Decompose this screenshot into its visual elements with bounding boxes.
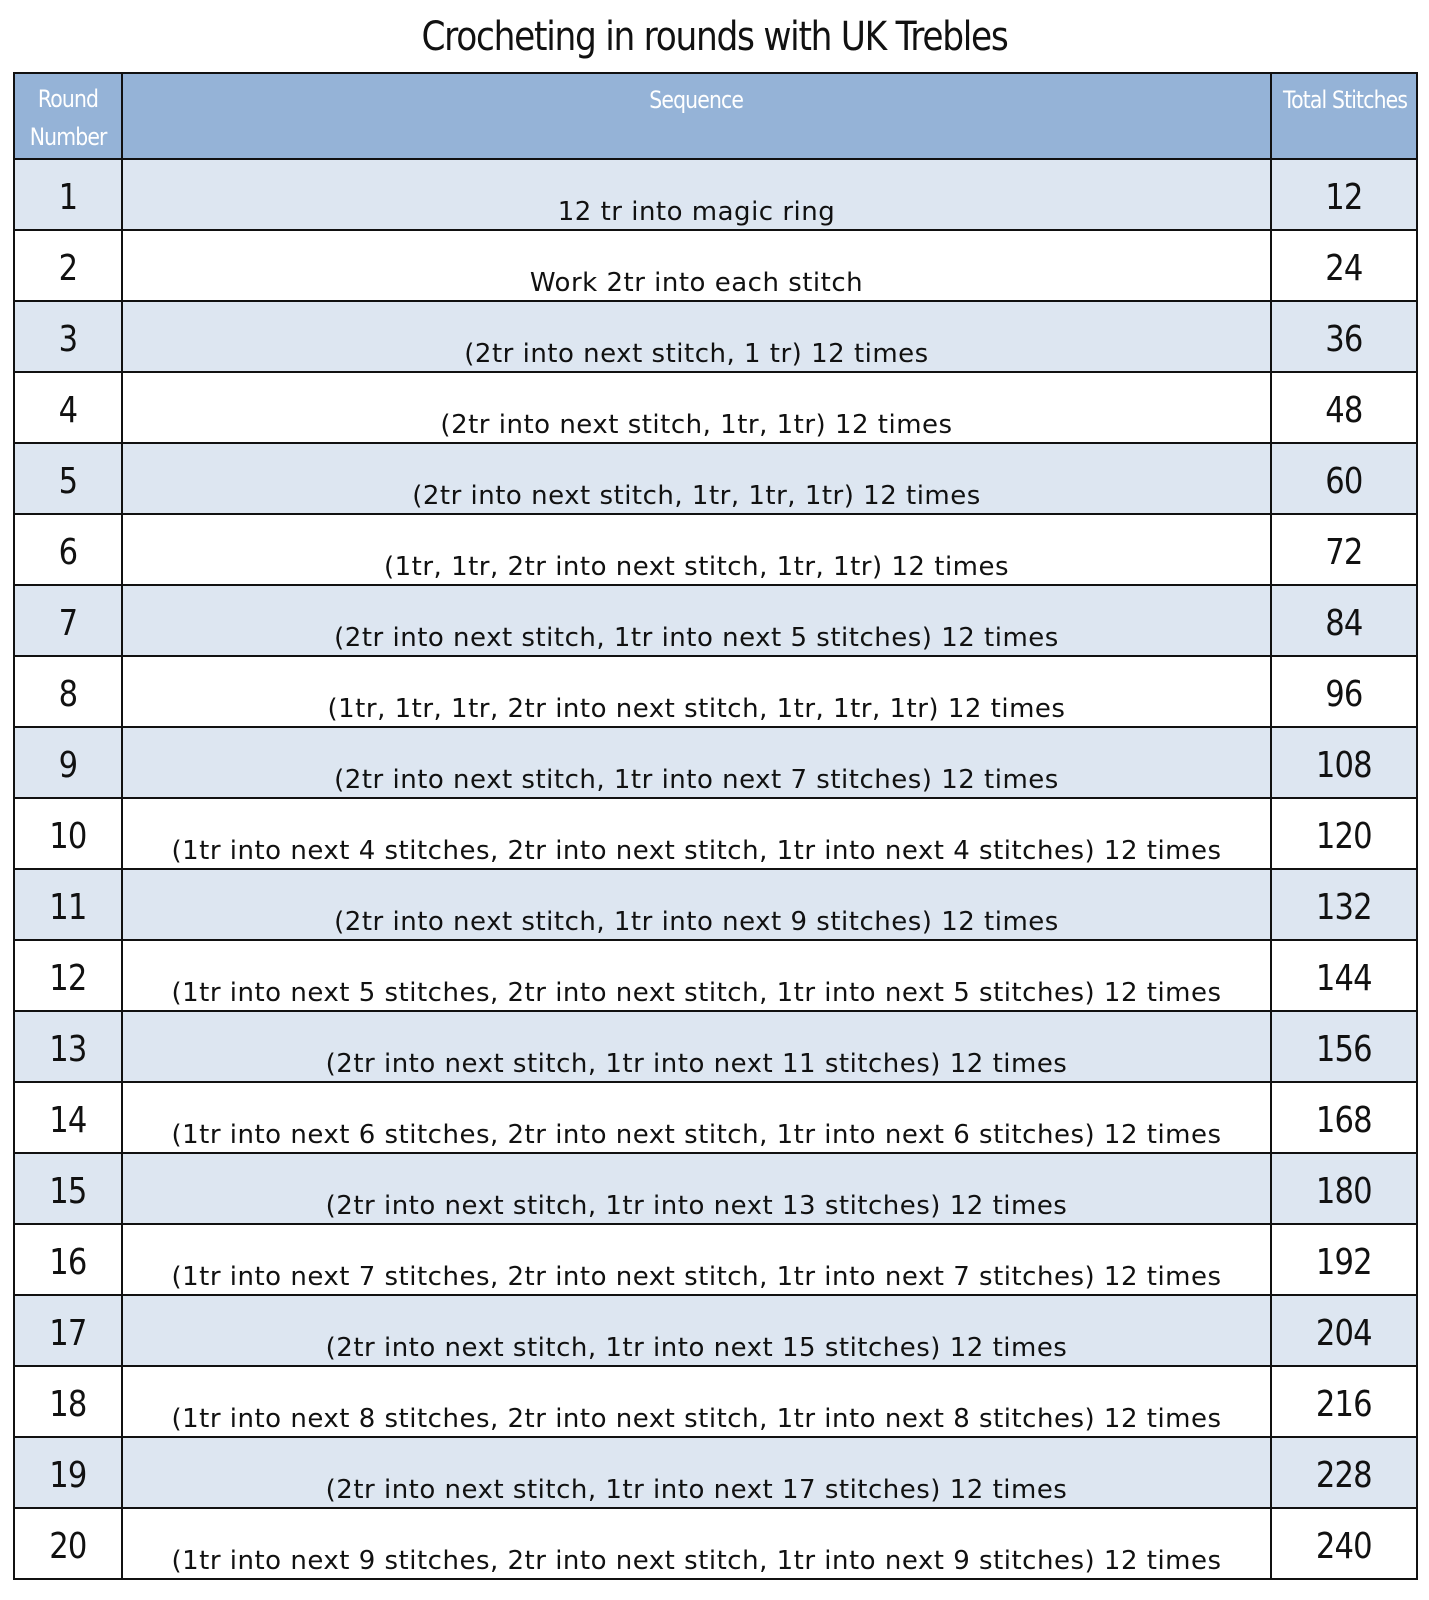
round-number-cell <box>14 230 122 301</box>
total-stitches: 192 <box>1316 1242 1372 1283</box>
total-stitches-cell <box>1271 443 1417 514</box>
total-stitches-header-label: Total Stitches <box>1282 86 1408 114</box>
table-row <box>14 443 1417 514</box>
round-number-cell <box>14 1366 122 1437</box>
round-number-cell <box>14 727 122 798</box>
total-stitches-cell <box>1271 585 1417 656</box>
total-stitches: 168 <box>1316 1100 1372 1141</box>
total-stitches-cell <box>1271 1224 1417 1295</box>
round-number-cell <box>14 940 122 1011</box>
total-stitches: 84 <box>1325 603 1363 644</box>
table-row <box>14 585 1417 656</box>
table-row <box>14 230 1417 301</box>
total-stitches: 60 <box>1325 461 1363 502</box>
round-number: 12 <box>49 958 87 999</box>
total-stitches: 12 <box>1325 177 1363 218</box>
sequence-cell: (1tr into next 4 stitches, 2tr into next stitch, 1tr into next 4 stitches) 12 times <box>122 798 1271 869</box>
table-row <box>14 514 1417 585</box>
table-row <box>14 1437 1417 1508</box>
round-number-cell <box>14 869 122 940</box>
sequence-cell: (1tr, 1tr, 1tr, 2tr into next stitch, 1tr, 1tr, 1tr) 12 times <box>122 656 1271 727</box>
total-stitches: 240 <box>1316 1526 1372 1567</box>
total-stitches-cell <box>1271 230 1417 301</box>
total-stitches-cell <box>1271 798 1417 869</box>
round-number-cell <box>14 1437 122 1508</box>
sequence-header-label: Sequence <box>649 86 744 114</box>
total-stitches-cell <box>1271 940 1417 1011</box>
round-number: 14 <box>49 1100 87 1141</box>
total-stitches-cell <box>1271 372 1417 443</box>
round-number: 6 <box>58 532 78 573</box>
round-number: 9 <box>58 745 78 786</box>
total-stitches-cell <box>1271 1437 1417 1508</box>
round-number-cell <box>14 1224 122 1295</box>
round-number-header-label: Round Number <box>29 85 107 151</box>
round-number: 8 <box>58 674 78 715</box>
sequence-cell: (2tr into next stitch, 1tr into next 17 stitches) 12 times <box>122 1437 1271 1508</box>
sequence-cell: (2tr into next stitch, 1tr into next 13 stitches) 12 times <box>122 1153 1271 1224</box>
table-row <box>14 159 1417 230</box>
round-number: 11 <box>49 887 87 928</box>
column-header-round-number <box>14 73 122 159</box>
total-stitches: 72 <box>1325 532 1363 573</box>
column-header-total-stitches <box>1271 73 1417 159</box>
column-header-sequence <box>122 73 1271 159</box>
table-row <box>14 1366 1417 1437</box>
table-row <box>14 1082 1417 1153</box>
table-row <box>14 1224 1417 1295</box>
round-number: 20 <box>49 1526 87 1567</box>
sequence-cell: (2tr into next stitch, 1tr into next 7 stitches) 12 times <box>122 727 1271 798</box>
round-number-cell <box>14 585 122 656</box>
round-number-cell <box>14 514 122 585</box>
round-number: 13 <box>49 1029 87 1070</box>
sequence-cell: (1tr into next 6 stitches, 2tr into next stitch, 1tr into next 6 stitches) 12 times <box>122 1082 1271 1153</box>
sequence-cell: (1tr into next 5 stitches, 2tr into next stitch, 1tr into next 5 stitches) 12 times <box>122 940 1271 1011</box>
sequence-cell: (2tr into next stitch, 1tr, 1tr) 12 times <box>122 372 1271 443</box>
total-stitches-cell <box>1271 514 1417 585</box>
total-stitches: 144 <box>1316 958 1372 999</box>
total-stitches: 96 <box>1325 674 1363 715</box>
sequence-cell: (2tr into next stitch, 1tr into next 5 stitches) 12 times <box>122 585 1271 656</box>
round-number: 3 <box>58 319 78 360</box>
table-row <box>14 656 1417 727</box>
round-number: 2 <box>58 248 78 289</box>
total-stitches: 156 <box>1316 1029 1372 1070</box>
total-stitches-cell <box>1271 1153 1417 1224</box>
sequence-cell: (1tr, 1tr, 2tr into next stitch, 1tr, 1tr) 12 times <box>122 514 1271 585</box>
table-row <box>14 1508 1417 1579</box>
total-stitches: 24 <box>1325 248 1363 289</box>
table-row <box>14 727 1417 798</box>
total-stitches-cell <box>1271 656 1417 727</box>
total-stitches: 48 <box>1325 390 1363 431</box>
sequence-cell: (1tr into next 9 stitches, 2tr into next stitch, 1tr into next 9 stitches) 12 times <box>122 1508 1271 1579</box>
total-stitches: 108 <box>1316 745 1372 786</box>
total-stitches: 36 <box>1325 319 1363 360</box>
round-number: 1 <box>58 177 78 218</box>
total-stitches-cell <box>1271 159 1417 230</box>
total-stitches: 228 <box>1316 1455 1372 1496</box>
round-number-cell <box>14 1295 122 1366</box>
sequence-cell: (2tr into next stitch, 1tr, 1tr, 1tr) 12 times <box>122 443 1271 514</box>
total-stitches-cell <box>1271 1295 1417 1366</box>
stitch-table <box>13 72 1418 1580</box>
total-stitches-cell <box>1271 1508 1417 1579</box>
total-stitches-cell <box>1271 1366 1417 1437</box>
total-stitches-cell <box>1271 301 1417 372</box>
sequence-cell: (2tr into next stitch, 1tr into next 11 stitches) 12 times <box>122 1011 1271 1082</box>
round-number: 18 <box>49 1384 87 1425</box>
sequence-cell: (1tr into next 8 stitches, 2tr into next stitch, 1tr into next 8 stitches) 12 times <box>122 1366 1271 1437</box>
round-number: 7 <box>58 603 78 644</box>
total-stitches-cell <box>1271 1011 1417 1082</box>
sequence-cell: 12 tr into magic ring <box>122 159 1271 230</box>
round-number: 10 <box>49 816 87 857</box>
sequence-cell: (1tr into next 7 stitches, 2tr into next stitch, 1tr into next 7 stitches) 12 times <box>122 1224 1271 1295</box>
table-row <box>14 1011 1417 1082</box>
total-stitches: 204 <box>1316 1313 1372 1354</box>
total-stitches-cell <box>1271 727 1417 798</box>
table-row <box>14 1295 1417 1366</box>
total-stitches: 132 <box>1316 887 1372 928</box>
page-title: Crocheting in rounds with UK Trebles <box>421 14 1008 60</box>
table-row <box>14 372 1417 443</box>
total-stitches: 216 <box>1316 1384 1372 1425</box>
round-number-cell <box>14 1153 122 1224</box>
round-number-cell <box>14 443 122 514</box>
round-number-cell <box>14 372 122 443</box>
round-number: 15 <box>49 1171 87 1212</box>
table-row <box>14 869 1417 940</box>
sequence-cell: (2tr into next stitch, 1 tr) 12 times <box>122 301 1271 372</box>
round-number-cell <box>14 301 122 372</box>
table-row <box>14 940 1417 1011</box>
table-header-row <box>14 73 1417 159</box>
round-number: 17 <box>49 1313 87 1354</box>
table-body <box>14 159 1417 1579</box>
round-number-cell <box>14 656 122 727</box>
sequence-cell: Work 2tr into each stitch <box>122 230 1271 301</box>
total-stitches: 180 <box>1316 1171 1372 1212</box>
round-number: 4 <box>58 390 78 431</box>
round-number: 19 <box>49 1455 87 1496</box>
total-stitches: 120 <box>1316 816 1372 857</box>
table-row <box>14 798 1417 869</box>
round-number-cell <box>14 1508 122 1579</box>
round-number-cell <box>14 159 122 230</box>
table-row <box>14 301 1417 372</box>
sequence-cell: (2tr into next stitch, 1tr into next 9 stitches) 12 times <box>122 869 1271 940</box>
sequence-cell: (2tr into next stitch, 1tr into next 15 stitches) 12 times <box>122 1295 1271 1366</box>
round-number: 16 <box>49 1242 87 1283</box>
total-stitches-cell <box>1271 869 1417 940</box>
round-number-cell <box>14 1011 122 1082</box>
table-row <box>14 1153 1417 1224</box>
total-stitches-cell <box>1271 1082 1417 1153</box>
round-number: 5 <box>58 461 78 502</box>
round-number-cell <box>14 798 122 869</box>
round-number-cell <box>14 1082 122 1153</box>
